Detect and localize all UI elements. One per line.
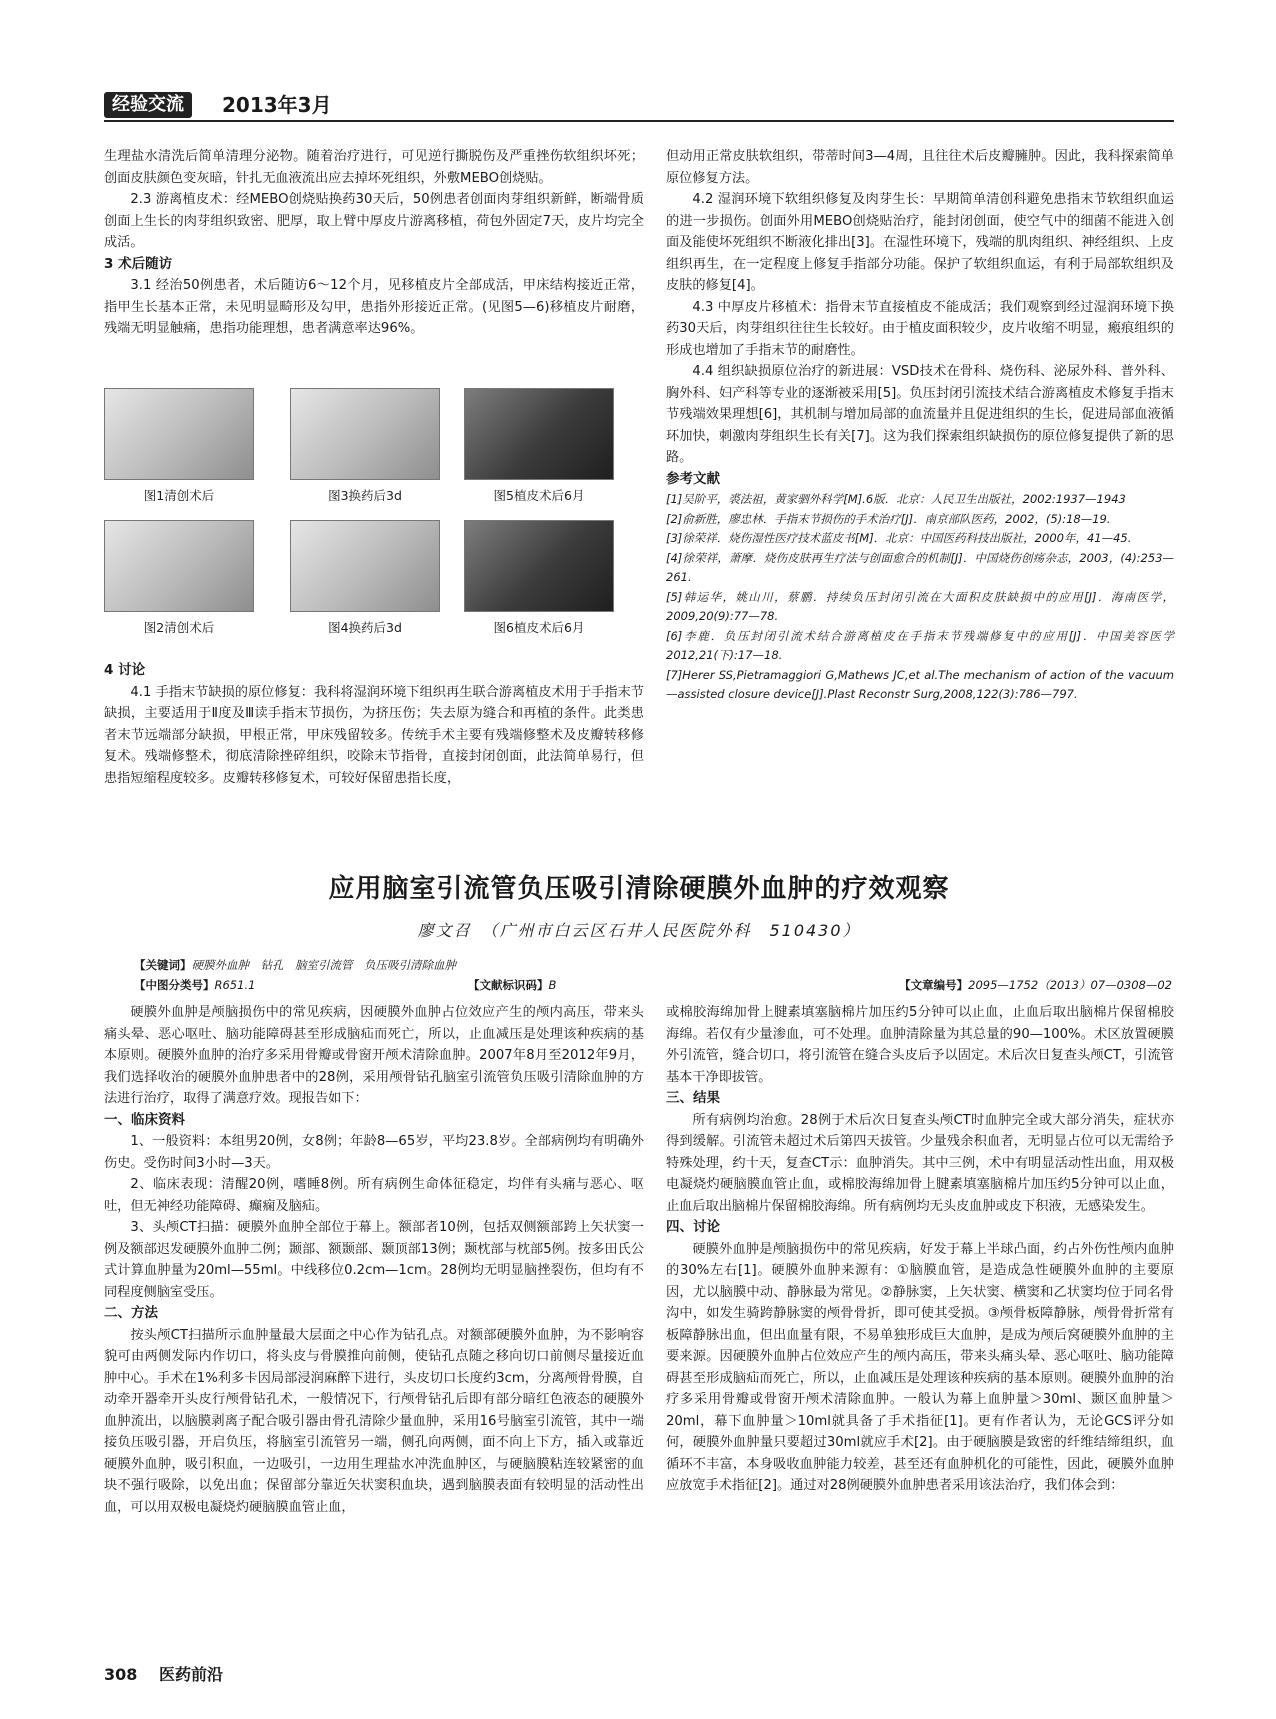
figure-caption: 图6植皮术后6月	[493, 620, 585, 635]
art-value: 2095—1752（2013）07—0308—02	[968, 978, 1172, 992]
art-label: 【文章编号】	[899, 978, 969, 992]
figure	[464, 520, 614, 638]
keywords-label: 【关键词】	[134, 958, 192, 972]
section-heading: 3 术后随访	[104, 255, 173, 272]
reference-item: [6]李鹿．负压封闭引流术结合游离植皮在手指末节残端修复中的应用[J]．中国美容医学2012,21(下):17—18.	[666, 628, 1174, 662]
issue-date: 2013年3月	[222, 93, 332, 117]
paragraph: 2、临床表现：清醒20例，嗜睡8例。所有病例生命体征稳定，均伴有头痛与恶心、呕吐，但无神经功能障碍、癫痫及脑疝。	[104, 1177, 644, 1214]
article2-right-column	[666, 1002, 1174, 1497]
paragraph: 3.1 经治50例患者，术后随访6～12个月，见移植皮片全部成活，甲床结构接近正常，指甲生长基本正常，未见明显畸形及勾甲，患指外形接近正常。(见图5—6)移植皮片耐磨，残端无明显触痛，患指功能理想，患者满意率达96%。	[104, 278, 644, 336]
figure-photo	[464, 520, 614, 612]
page-footer	[104, 1662, 223, 1685]
figure-caption: 图5植皮术后6月	[493, 488, 585, 503]
article2-left-column	[104, 1002, 644, 1518]
paragraph: 4.1 手指末节缺损的原位修复：我科将湿润环境下组织再生联合游离植皮术用于手指末节缺损，主要适用于Ⅱ度及Ⅲ读手指末节损伤，为挤压伤；失去原为缝合和再植的条件。此类患者末节远端部分缺损，甲根正常，甲床残留较多。传统手术主要有残端修整术及皮瓣转移修复术。残端修整术，彻底清除挫碎组织，咬除末节指骨，直接封闭创面，此法简单易行，但患指短缩程度较多。皮瓣转移修复术，可较好保留患指长度，	[104, 684, 644, 786]
page-number: 308	[104, 1665, 138, 1684]
article-number-line	[812, 976, 1172, 994]
figure	[104, 520, 254, 638]
paragraph: 所有病例均治愈。28例于术后次日复查头颅CT时血肿完全或大部分消失，症状亦得到缓解。引流管未超过术后第四天拔管。少量残余积血者，无明显占位可以无需给予特殊处理，约十天，复查CT示：血肿消失。其中三例，术中有明显活动性出血，用双极电凝烧灼硬脑膜血管止血，或棉胶海绵加骨上腱素填塞脑棉片加压约5分钟可以止血，止血后取出脑棉片保留棉胶海绵。所有病例均无头皮血肿或皮下积液，无感染发生。	[666, 1112, 1174, 1214]
reference-list	[666, 490, 1174, 705]
paragraph: 1、一般资料：本组男20例，女8例；年龄8—65岁，平均23.8岁。全部病例均有明确外伤史。受伤时间3小时—3天。	[104, 1134, 644, 1171]
article2-title: 应用脑室引流管负压吸引清除硬膜外血肿的疗效观察	[328, 874, 950, 904]
reference-item: [5]韩运华，姚山川，蔡鹏．持续负压封闭引流在大面积皮肤缺损中的应用[J]．海南医学，2009,20(9):77—78.	[666, 589, 1174, 623]
page-header	[104, 88, 1174, 122]
reference-item: [2]俞新胜，廖忠林．手指末节损伤的手术治疗[J]．南京部队医药，2002，(5):18—19.	[666, 511, 1111, 526]
paragraph: 4.3 中厚皮片移植术：指骨末节直接植皮不能成活；我们观察到经过湿润环境下换药30天后，肉芽组织往往生长较好。由于植皮面积较少，皮片收缩不明显，瘢痕组织的形成也增加了手指末节的耐磨性。	[666, 299, 1174, 358]
figure-caption: 图4换药后3d	[328, 620, 402, 635]
classification-line	[134, 976, 434, 994]
section-heading: 二、方法	[104, 1305, 158, 1321]
paragraph: 4.2 湿润环境下软组织修复及肉芽生长：早期简单清创科避免患指末节软组织血运的进一步损伤。创面外用MEBO创烧贴治疗，能封闭创面，使空气中的细菌不能进入创面及能使坏死组织不断液化排出[3]。在湿性环境下，残端的肌肉组织、神经组织、上皮组织再生，在一定程度上修复手指部分功能。保护了软组织血运，有利于局部软组织及皮肤的修复[4]。	[666, 192, 1174, 293]
paragraph: 4.4 组织缺损原位治疗的新进展：VSD技术在骨科、烧伤科、泌尿外科、普外科、胸外科、妇产科等专业的逐渐被采用[5]。负压封闭引流技术结合游离植皮术修复手指末节残端效果理想[6]，其机制与增加局部的血流量并且促进组织的生长，促进局部血液循环加快，刺激肉芽组织生长有关[7]。这为我们探索组织缺损伤的原位修复提供了新的思路。	[666, 364, 1174, 465]
article1-left-column	[104, 146, 644, 340]
figure-caption: 图1清创术后	[143, 488, 215, 503]
figure-caption: 图3换药后3d	[328, 488, 402, 503]
paragraph: 按头颅CT扫描所示血肿量最大层面之中心作为钻孔点。对额部硬膜外血肿，为不影响容貌可由两侧发际内作切口，将头皮与骨膜推向前侧，使钻孔点随之移向切口前侧尽量接近血肿中心。手术在1%利多卡因局部浸润麻醉下进行，头皮切口长度约3cm，分离颅骨骨膜，自动牵开器牵开头皮行颅骨钻孔术，一般情况下，行颅骨钻孔后即有部分暗红色液态的硬膜外血肿流出，以脑膜剥离子配合吸引器由骨孔清除少量血肿，采用16号脑室引流管，其中一端接负压吸引器，开启负压，将脑室引流管另一端，侧孔向两侧，面不向上下方，插入或靠近硬膜外血肿，吸引积血，一边吸引，一边用生理盐水冲洗血肿区，与硬脑膜粘连较紧密的血块不强行吸除，以免出血；保留部分靠近矢状窦积血块，遇到脑膜表面有较明显的活动性出血，可以用双极电凝烧灼硬脑膜血管止血，	[104, 1327, 644, 1515]
doc-id-line	[468, 976, 668, 994]
article1-right-column	[666, 146, 1174, 705]
section-heading: 三、结果	[666, 1090, 720, 1106]
doc-value: B	[548, 978, 557, 992]
paragraph: 但动用正常皮肤软组织，带蒂时间3—4周，且往往术后皮瓣臃肿。因此，我科探索简单原位修复方法。	[666, 149, 1174, 186]
figure-photo	[464, 388, 614, 480]
section-badge: 经验交流	[104, 92, 192, 118]
paragraph: 2.3 游离植皮术：经MEBO创烧贴换药30天后，50例患者创面肉芽组织新鲜，断端骨质创面上生长的肉芽组织致密、肥厚，取上臂中厚皮片游离移植，荷包外固定7天，皮片均完全成活。	[104, 192, 644, 250]
paragraph: 或棉胶海绵加骨上腱素填塞脑棉片加压约5分钟可以止血，止血后取出脑棉片保留棉胶海绵。若仅有少量渗血，可不处理。血肿清除量为其总量的90—100%。术区放置硬膜外引流管，缝合切口，将引流管在缝合头皮后予以固定。术后次日复查头颅CT，引流管基本干净即拔管。	[666, 1005, 1174, 1085]
doc-label: 【文献标识码】	[468, 978, 549, 992]
reference-item: [4]徐荣祥，萧摩．烧伤皮肤再生疗法与创面愈合的机制[J]．中国烧伤创疡杂志，2003，(4):253—261.	[666, 550, 1174, 584]
article1-right-paragraphs	[666, 146, 1174, 490]
figure	[104, 388, 254, 506]
paragraph: 硬膜外血肿是颅脑损伤中的常见疾病，因硬膜外血肿占位效应产生的颅内高压，带来头痛头晕、恶心呕吐、脑功能障碍甚至形成脑疝而死亡，所以，止血减压是处理该种疾病的基本原则。硬膜外血肿的治疗多采用骨瓣或骨窗开颅术清除血肿。2007年8月至2012年9月，我们选择收治的硬膜外血肿患者中的28例，采用颅骨钻孔脑室引流管负压吸引清除血肿的方法进行治疗，取得了满意疗效。现报告如下：	[104, 1005, 644, 1106]
figure	[290, 388, 440, 506]
figure	[464, 388, 614, 506]
section-heading: 四、讨论	[666, 1219, 720, 1235]
figure	[290, 520, 440, 638]
reference-item: [1]吴阶平，裘法祖，黄家驷外科学[M].6版．北京：人民卫生出版社，2002:1937—1943	[666, 492, 1126, 506]
reference-item: [7]Herer SS,Pietramaggiori G,Mathews JC,et al.The mechanism of action of the vacuum—assisted closure device[J].Plast Reconstr Surg,2008,122(3):786—797.	[666, 667, 1174, 701]
section-heading: 一、临床资料	[104, 1111, 185, 1128]
header-rule	[104, 120, 1174, 122]
figure-photo	[290, 520, 440, 612]
keywords-line	[134, 956, 834, 974]
keywords-text: 硬膜外血肿 钻孔 脑室引流管 负压吸引清除血肿	[191, 958, 456, 972]
journal-name: 医药前沿	[158, 1665, 223, 1684]
paragraph: 3、头颅CT扫描：硬膜外血肿全部位于幕上。额部者10例，包括双侧额部跨上矢状窦一例及额部迟发硬膜外血肿二例；颞部、额颞部、颞顶部13例；颞枕部与枕部5例。按多田氏公式计算血肿量为20ml—55ml。中线移位0.2cm—1cm。28例均无明显脑挫裂伤，但均有不同程度侧脑室受压。	[104, 1220, 644, 1300]
cls-label: 【中图分类号】	[134, 978, 215, 992]
figure-photo	[104, 520, 254, 612]
paragraph: 硬膜外血肿是颅脑损伤中的常见疾病，好发于幕上半球凸面，约占外伤性颅内血肿的30%左右[1]。硬膜外血肿来源有：①脑膜血管，是造成急性硬膜外血肿的主要原因，尤以脑膜中动、静脉最为常见。②静脉窦，上矢状窦、横窦和乙状窦均位于同名骨沟中，如发生骑跨静脉窦的颅骨骨折，即可使其受损。③颅骨板障静脉，颅骨骨折常有板障静脉出血，但出血量有限，不易单独形成巨大血肿，是成为颅后窝硬膜外血肿的主要来源。因硬膜外血肿占位效应产生的颅内高压，带来头痛头晕、恶心呕吐、脑功能障碍甚至形成脑疝而死亡，所以，止血减压是处理该种疾病的基本原则。硬膜外血肿的治疗多采用骨瓣或骨窗开颅术清除血肿。一般认为幕上血肿量＞30ml、颞区血肿量＞20ml，幕下血肿量＞10ml就具备了手术指征[1]。更有作者认为，无论GCS评分如何，硬膜外血肿量只要超过30ml就应手术[2]。由于硬脑膜是致密的纤维结缔组织，血循环不丰富，本身吸收血肿能力较差，甚至还有血肿机化的可能性，因此，硬膜外血肿应放宽手术指征[2]。通过对28例硬膜外血肿患者采用该法治疗，我们体会到：	[666, 1241, 1174, 1493]
article1-discussion	[104, 660, 644, 789]
figure-photo	[104, 388, 254, 480]
figure-photo	[290, 388, 440, 480]
figure-caption: 图2清创术后	[143, 620, 215, 635]
reference-item: [3]徐荣祥．烧伤湿性医疗技术蓝皮书[M]．北京：中国医药科技出版社，2000年，41—45.	[666, 531, 1132, 545]
section-heading: 参考文献	[666, 470, 720, 487]
figure-grid	[104, 388, 644, 650]
paragraph: 生理盐水清洗后简单清理分泌物。随着治疗进行，可见逆行撕脱伤及严重挫伤软组织坏死；创面皮肤颜色变灰暗，针扎无血液流出应去掉坏死组织，外敷MEBO创烧贴。	[104, 149, 644, 186]
article2-author: 廖文召 （广州市白云区石井人民医院外科 510430）	[417, 921, 861, 940]
section-heading: 4 讨论	[104, 662, 146, 678]
cls-value: R651.1	[214, 978, 256, 992]
